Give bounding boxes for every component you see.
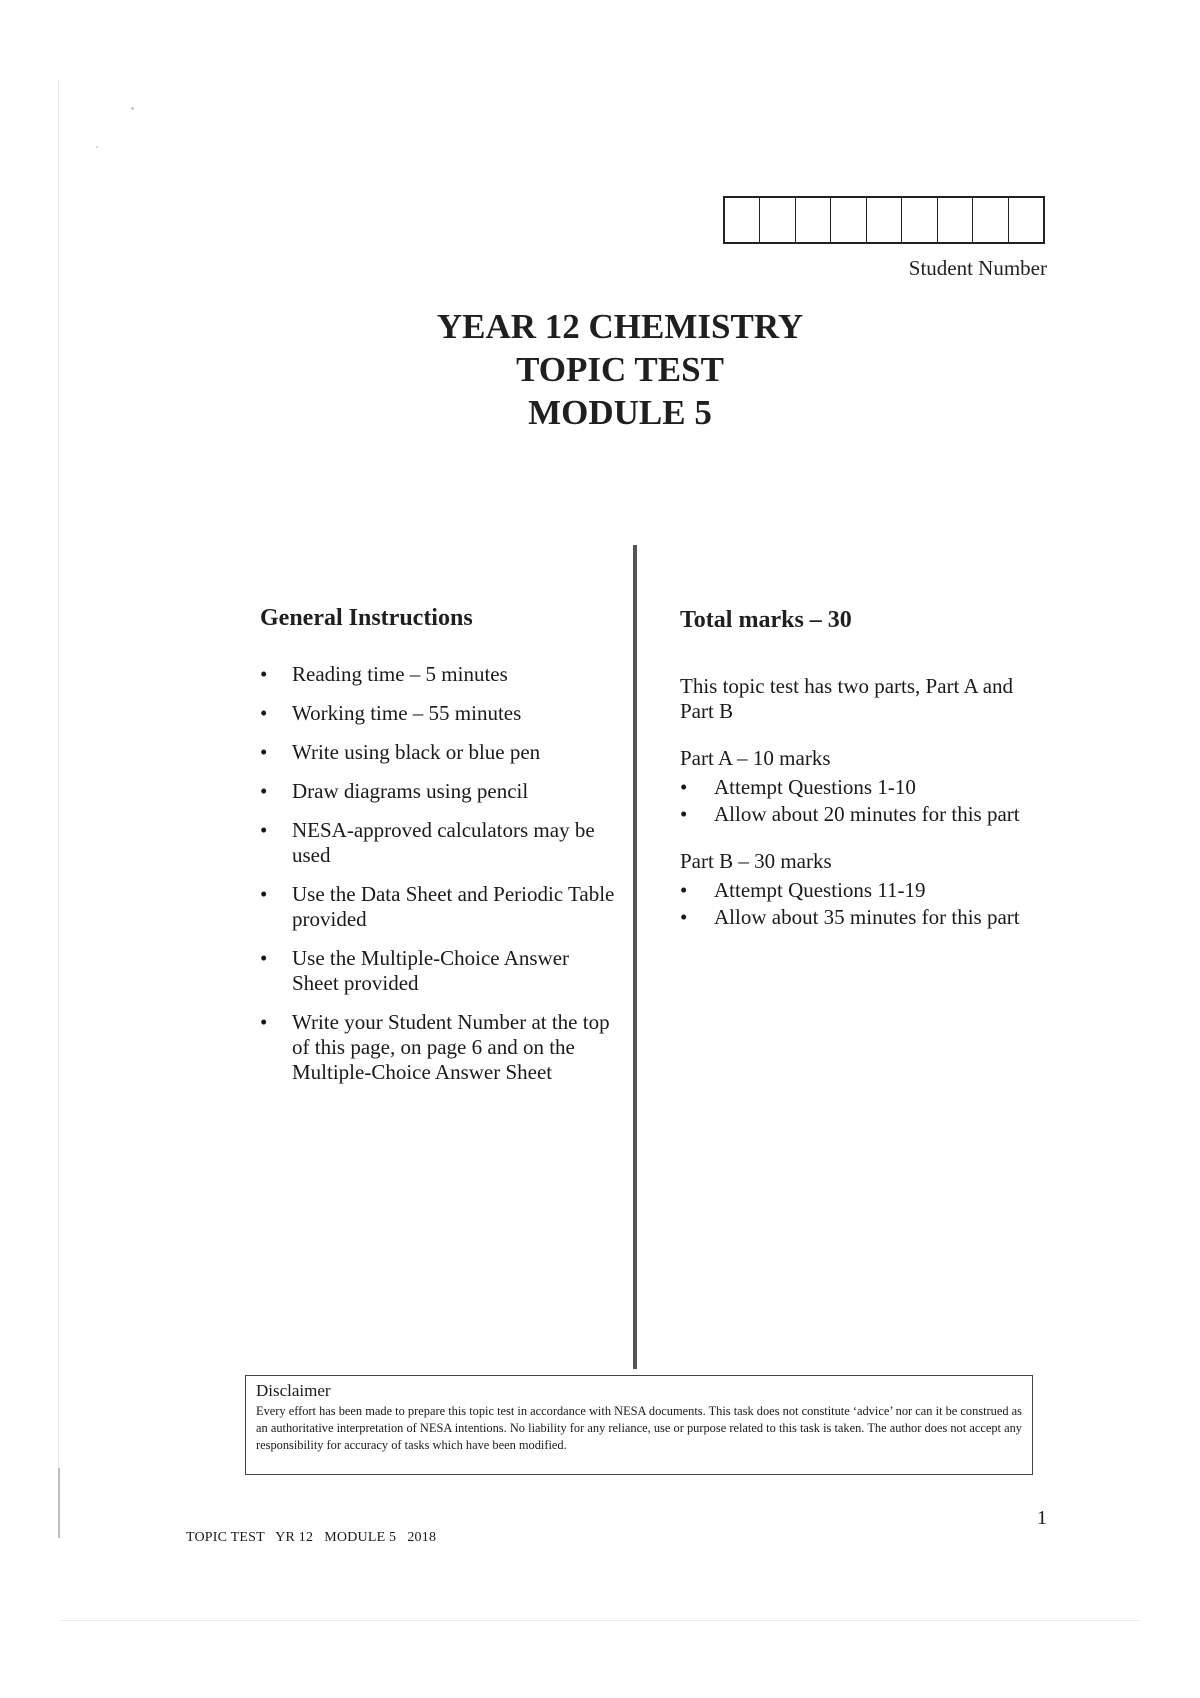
scan-edge-mark — [58, 1468, 60, 1538]
student-number-digit-box[interactable] — [796, 198, 831, 242]
scan-edge — [58, 80, 59, 1500]
scan-speck — [96, 146, 98, 148]
list-item-text: Allow about 35 minutes for this part — [714, 905, 1020, 929]
list-item — [680, 775, 1020, 800]
general-instructions-section — [260, 605, 620, 1099]
part-list — [680, 878, 1020, 930]
bullet-icon: • — [260, 662, 268, 686]
student-number-digit-box[interactable] — [725, 198, 760, 242]
title-line: MODULE 5 — [528, 393, 712, 432]
part-list — [680, 775, 1020, 827]
bullet-icon: • — [260, 779, 268, 803]
list-item — [260, 1010, 620, 1085]
bullet-icon: • — [680, 802, 688, 826]
list-item-text: Attempt Questions 1-10 — [714, 775, 916, 799]
disclaimer-text: Every effort has been made to prepare this topic test in accordance with NESA documents. This task does not constitute ‘advice’ nor can it be construed as an authoritative interpretation of NESA intentions. No liability for any reliance, use or purpose related to this task is taken. The author does not accept any responsibility for accuracy of tasks which have been modified. — [256, 1404, 1022, 1452]
disclaimer-title: Disclaimer — [256, 1381, 331, 1400]
list-item-text: NESA-approved calculators may be used — [292, 818, 595, 867]
list-item — [680, 802, 1020, 827]
disclaimer-box — [245, 1375, 1033, 1475]
page-title — [320, 305, 920, 434]
list-item-text: Allow about 20 minutes for this part — [714, 802, 1020, 826]
bullet-icon: • — [680, 878, 688, 902]
student-number-digit-box[interactable] — [1009, 198, 1043, 242]
list-item — [260, 701, 620, 726]
student-number-digit-box[interactable] — [973, 198, 1008, 242]
test-parts-intro: This topic test has two parts, Part A and Part B — [680, 674, 1014, 723]
title-line: TOPIC TEST — [516, 350, 724, 389]
student-number-digit-box[interactable] — [867, 198, 902, 242]
list-item-text: Reading time – 5 minutes — [292, 662, 508, 686]
list-item-text: Use the Data Sheet and Periodic Table provided — [292, 882, 615, 931]
scan-edge-bottom — [60, 1620, 1140, 1621]
part-heading: Part A – 10 marks — [680, 746, 831, 770]
list-item-text: Attempt Questions 11-19 — [714, 878, 926, 902]
total-marks-heading: Total marks – 30 — [680, 607, 852, 633]
bullet-icon: • — [260, 946, 268, 970]
bullet-icon: • — [260, 818, 268, 842]
part-b-block — [680, 849, 1020, 930]
list-item — [260, 946, 620, 996]
list-item-text: Working time – 55 minutes — [292, 701, 522, 725]
bullet-icon: • — [260, 701, 268, 725]
bullet-icon: • — [680, 775, 688, 799]
list-item — [260, 882, 620, 932]
list-item — [260, 740, 620, 765]
student-number-digit-box[interactable] — [831, 198, 866, 242]
list-item-text: Write using black or blue pen — [292, 740, 541, 764]
scan-speck — [131, 107, 134, 110]
bullet-icon: • — [680, 905, 688, 929]
page-number: 1 — [1037, 1507, 1047, 1529]
list-item-text: Use the Multiple-Choice Answer Sheet provided — [292, 946, 570, 995]
total-marks-section — [680, 607, 1020, 932]
list-item — [260, 779, 620, 804]
part-heading: Part B – 30 marks — [680, 849, 832, 873]
bullet-icon: • — [260, 740, 268, 764]
student-number-label: Student Number — [908, 256, 1047, 280]
list-item — [680, 878, 1020, 903]
student-number-digit-box[interactable] — [760, 198, 795, 242]
list-item — [260, 662, 620, 687]
list-item-text: Draw diagrams using pencil — [292, 779, 529, 803]
student-number-digit-box[interactable] — [902, 198, 937, 242]
bullet-icon: • — [260, 882, 268, 906]
bullet-icon: • — [260, 1010, 268, 1034]
student-number-boxes[interactable] — [723, 196, 1045, 244]
student-number-digit-box[interactable] — [938, 198, 973, 242]
title-line: YEAR 12 CHEMISTRY — [436, 307, 804, 346]
column-divider — [633, 545, 637, 1369]
general-instructions-heading: General Instructions — [260, 605, 473, 631]
list-item — [260, 818, 620, 868]
list-item — [680, 905, 1020, 930]
list-item-text: Write your Student Number at the top of this page, on page 6 and on the Multiple-Choice Answer Sheet — [292, 1010, 610, 1084]
footer-text: TOPIC TEST YR 12 MODULE 5 2018 — [186, 1530, 437, 1545]
part-a-block — [680, 746, 1020, 827]
instructions-list — [260, 662, 620, 1085]
